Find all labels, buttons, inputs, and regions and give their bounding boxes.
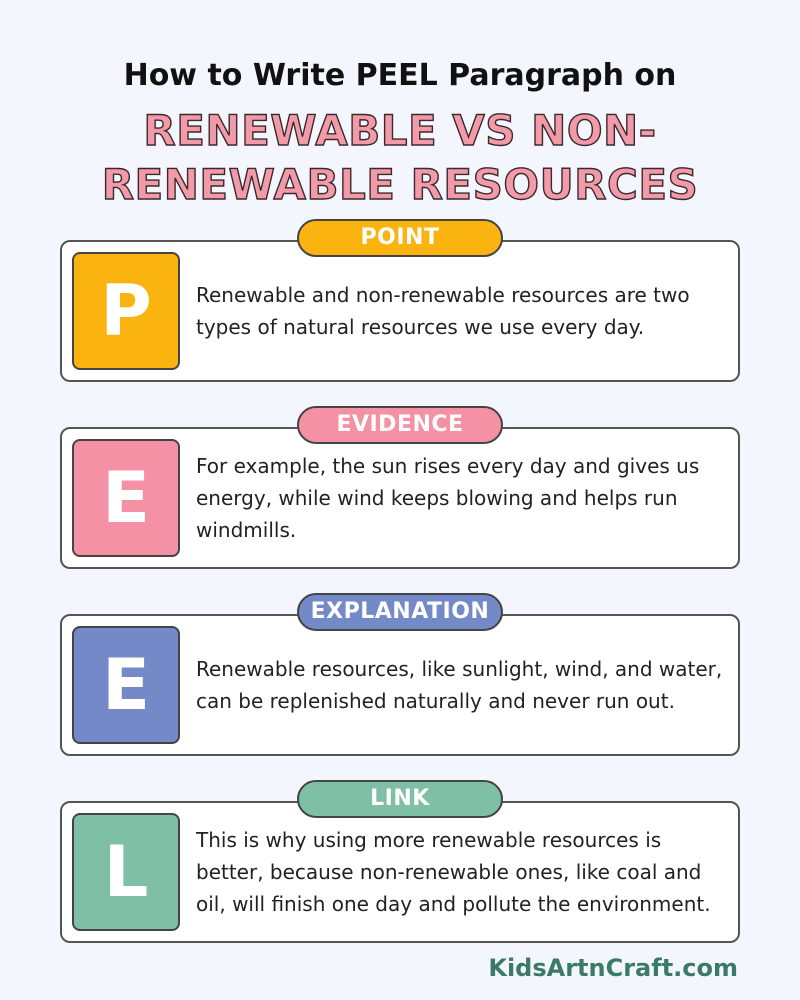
link-pill: LINK <box>297 780 503 818</box>
point-text: Renewable and non-renewable resources are two types of natural resources we use every day. <box>196 283 690 339</box>
explanation-text: Renewable resources, like sunlight, wind, and water, can be replenished naturally and never run out. <box>196 657 723 713</box>
point-pill: POINT <box>297 219 503 257</box>
link-card <box>60 801 740 943</box>
explanation-letter-box: E <box>72 626 180 744</box>
page-title-line2: RENEWABLE VS NON-RENEWABLE RESOURCES <box>101 106 699 209</box>
evidence-card <box>60 427 740 569</box>
link-text: This is why using more renewable resources is better, because non-renewable ones, like coal and oil, will finish one day and pollute the environment. <box>196 828 711 916</box>
point-card <box>60 240 740 382</box>
brand-watermark: KidsArtnCraft.com <box>488 954 738 982</box>
point-letter-box: P <box>72 252 180 370</box>
link-letter-box: L <box>72 813 180 931</box>
explanation-card <box>60 614 740 756</box>
evidence-pill: EVIDENCE <box>297 406 503 444</box>
evidence-text: For example, the sun rises every day and gives us energy, while wind keeps blowing and helps run windmills. <box>196 454 700 542</box>
page-title-line1: How to Write PEEL Paragraph on <box>123 58 677 93</box>
evidence-letter-box: E <box>72 439 180 557</box>
explanation-pill: EXPLANATION <box>297 593 503 631</box>
